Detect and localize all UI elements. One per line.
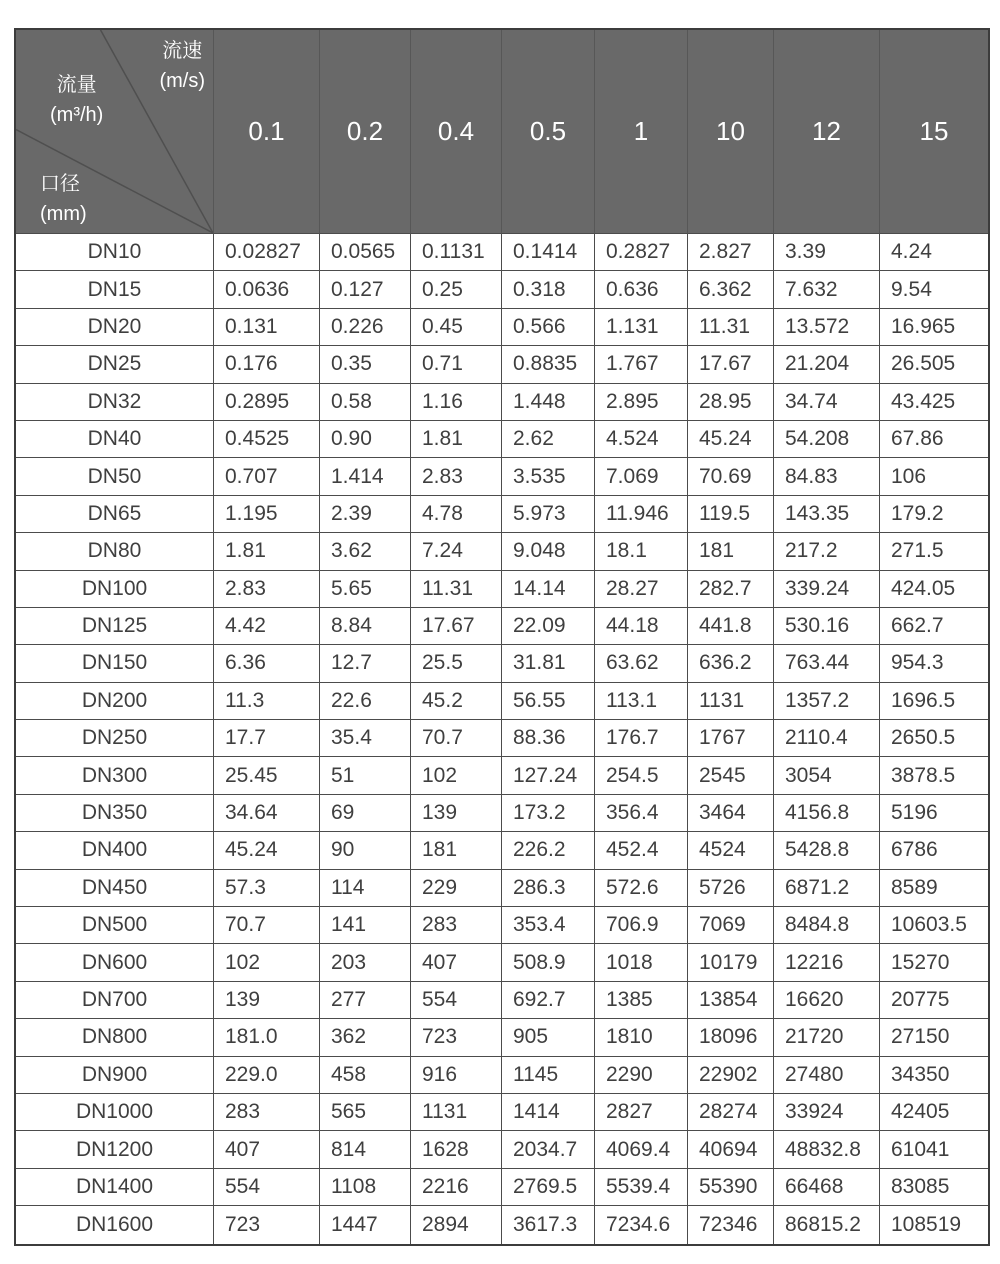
- flow-value-cell: 229.0: [214, 1057, 320, 1094]
- flow-value-cell: 34.64: [214, 795, 320, 832]
- flow-value-cell: 11.31: [411, 571, 502, 608]
- flow-value-cell: 636.2: [688, 645, 774, 682]
- flow-value-cell: 8589: [880, 870, 988, 907]
- flow-value-cell: 2650.5: [880, 720, 988, 757]
- diameter-unit-text: (mm): [40, 203, 87, 225]
- velocity-column-header: 12: [774, 30, 880, 234]
- flow-value-cell: 0.707: [214, 458, 320, 495]
- flow-value-cell: 26.505: [880, 346, 988, 383]
- flow-value-cell: 27150: [880, 1019, 988, 1056]
- flow-value-cell: 141: [320, 907, 411, 944]
- flow-value-cell: 916: [411, 1057, 502, 1094]
- flow-value-cell: 48832.8: [774, 1131, 880, 1168]
- flow-value-cell: 1131: [411, 1094, 502, 1131]
- flow-value-cell: 22902: [688, 1057, 774, 1094]
- flow-value-cell: 69: [320, 795, 411, 832]
- flow-value-cell: 277: [320, 982, 411, 1019]
- velocity-column-header: 15: [880, 30, 988, 234]
- flow-value-cell: 114: [320, 870, 411, 907]
- row-diameter-cell: DN40: [16, 421, 214, 458]
- row-diameter-cell: DN200: [16, 683, 214, 720]
- diameter-label-text: 口径: [40, 173, 80, 195]
- flow-value-cell: 2290: [595, 1057, 688, 1094]
- flow-value-cell: 84.83: [774, 458, 880, 495]
- flow-value-cell: 254.5: [595, 757, 688, 794]
- row-diameter-cell: DN10: [16, 234, 214, 271]
- flow-value-cell: 1.195: [214, 496, 320, 533]
- flow-value-cell: 83085: [880, 1169, 988, 1206]
- flow-value-cell: 1108: [320, 1169, 411, 1206]
- flow-value-cell: 2.83: [411, 458, 502, 495]
- flow-value-cell: 10179: [688, 944, 774, 981]
- flow-value-cell: 51: [320, 757, 411, 794]
- flow-value-cell: 17.67: [411, 608, 502, 645]
- row-diameter-cell: DN1200: [16, 1131, 214, 1168]
- flow-value-cell: 554: [411, 982, 502, 1019]
- flow-value-cell: 271.5: [880, 533, 988, 570]
- flow-value-cell: 1447: [320, 1206, 411, 1243]
- table-corner-cell: [16, 30, 214, 234]
- flow-value-cell: 6.362: [688, 271, 774, 308]
- flow-value-cell: 339.24: [774, 571, 880, 608]
- flow-value-cell: 4524: [688, 832, 774, 869]
- flow-value-cell: 28.95: [688, 384, 774, 421]
- flow-value-cell: 25.5: [411, 645, 502, 682]
- flow-value-cell: 1.448: [502, 384, 595, 421]
- flow-value-cell: 2.39: [320, 496, 411, 533]
- flow-value-cell: 139: [214, 982, 320, 1019]
- flow-value-cell: 723: [214, 1206, 320, 1243]
- flow-value-cell: 63.62: [595, 645, 688, 682]
- flow-value-cell: 1696.5: [880, 683, 988, 720]
- flow-value-cell: 20775: [880, 982, 988, 1019]
- velocity-column-header: 0.4: [411, 30, 502, 234]
- flow-value-cell: 173.2: [502, 795, 595, 832]
- flow-value-cell: 0.1131: [411, 234, 502, 271]
- flow-value-cell: 44.18: [595, 608, 688, 645]
- flow-value-cell: 1767: [688, 720, 774, 757]
- flow-value-cell: 662.7: [880, 608, 988, 645]
- flow-value-cell: 12216: [774, 944, 880, 981]
- flow-value-cell: 763.44: [774, 645, 880, 682]
- flow-value-cell: 22.09: [502, 608, 595, 645]
- flow-value-cell: 0.566: [502, 309, 595, 346]
- flow-value-cell: 954.3: [880, 645, 988, 682]
- flow-value-cell: 283: [411, 907, 502, 944]
- flow-value-cell: 441.8: [688, 608, 774, 645]
- flow-value-cell: 0.176: [214, 346, 320, 383]
- flow-value-cell: 108519: [880, 1206, 988, 1243]
- row-diameter-cell: DN800: [16, 1019, 214, 1056]
- flow-value-cell: 70.7: [214, 907, 320, 944]
- flow-value-cell: 4069.4: [595, 1131, 688, 1168]
- flow-value-cell: 11.3: [214, 683, 320, 720]
- row-diameter-cell: DN300: [16, 757, 214, 794]
- flow-value-cell: 67.86: [880, 421, 988, 458]
- flow-value-cell: 90: [320, 832, 411, 869]
- row-diameter-cell: DN250: [16, 720, 214, 757]
- flow-value-cell: 5726: [688, 870, 774, 907]
- flow-value-cell: 102: [214, 944, 320, 981]
- flow-value-cell: 0.0636: [214, 271, 320, 308]
- flow-value-cell: 565: [320, 1094, 411, 1131]
- flow-value-cell: 88.36: [502, 720, 595, 757]
- flow-value-cell: 3054: [774, 757, 880, 794]
- flow-value-cell: 2894: [411, 1206, 502, 1243]
- flow-value-cell: 229: [411, 870, 502, 907]
- flow-value-cell: 127.24: [502, 757, 595, 794]
- flow-value-cell: 21.204: [774, 346, 880, 383]
- corner-diameter-label: [30, 169, 87, 229]
- row-diameter-cell: DN150: [16, 645, 214, 682]
- flow-value-cell: 3.535: [502, 458, 595, 495]
- flow-value-cell: 692.7: [502, 982, 595, 1019]
- flow-value-cell: 356.4: [595, 795, 688, 832]
- flow-value-cell: 0.127: [320, 271, 411, 308]
- flow-value-cell: 5539.4: [595, 1169, 688, 1206]
- flow-value-cell: 139: [411, 795, 502, 832]
- flow-value-cell: 0.2827: [595, 234, 688, 271]
- flow-value-cell: 179.2: [880, 496, 988, 533]
- flow-value-cell: 57.3: [214, 870, 320, 907]
- flow-value-cell: 0.02827: [214, 234, 320, 271]
- flow-value-cell: 0.25: [411, 271, 502, 308]
- row-diameter-cell: DN65: [16, 496, 214, 533]
- flow-value-cell: 286.3: [502, 870, 595, 907]
- flow-value-cell: 0.226: [320, 309, 411, 346]
- flow-value-cell: 554: [214, 1169, 320, 1206]
- flow-value-cell: 226.2: [502, 832, 595, 869]
- flow-value-cell: 6871.2: [774, 870, 880, 907]
- flow-value-cell: 814: [320, 1131, 411, 1168]
- flow-rate-table: [14, 28, 990, 1246]
- flow-value-cell: 4.78: [411, 496, 502, 533]
- flow-value-cell: 27480: [774, 1057, 880, 1094]
- flow-value-cell: 2110.4: [774, 720, 880, 757]
- flow-value-cell: 6786: [880, 832, 988, 869]
- flow-value-cell: 452.4: [595, 832, 688, 869]
- flow-value-cell: 11.31: [688, 309, 774, 346]
- row-diameter-cell: DN15: [16, 271, 214, 308]
- flow-value-cell: 7234.6: [595, 1206, 688, 1243]
- flow-value-cell: 17.67: [688, 346, 774, 383]
- flow-value-cell: 86815.2: [774, 1206, 880, 1243]
- flow-value-cell: 143.35: [774, 496, 880, 533]
- corner-flow-label: [50, 70, 103, 130]
- flow-value-cell: 16.965: [880, 309, 988, 346]
- flow-value-cell: 2216: [411, 1169, 502, 1206]
- flow-label-text: 流量: [56, 74, 97, 96]
- flow-value-cell: 2769.5: [502, 1169, 595, 1206]
- flow-value-cell: 21720: [774, 1019, 880, 1056]
- flow-value-cell: 43.425: [880, 384, 988, 421]
- flow-value-cell: 1385: [595, 982, 688, 1019]
- flow-value-cell: 1.16: [411, 384, 502, 421]
- flow-value-cell: 72346: [688, 1206, 774, 1243]
- row-diameter-cell: DN50: [16, 458, 214, 495]
- row-diameter-cell: DN32: [16, 384, 214, 421]
- flow-value-cell: 0.45: [411, 309, 502, 346]
- flow-value-cell: 55390: [688, 1169, 774, 1206]
- flow-value-cell: 2545: [688, 757, 774, 794]
- flow-value-cell: 1810: [595, 1019, 688, 1056]
- flow-value-cell: 7069: [688, 907, 774, 944]
- velocity-column-header: 10: [688, 30, 774, 234]
- flow-value-cell: 1.414: [320, 458, 411, 495]
- flow-value-cell: 7.069: [595, 458, 688, 495]
- flow-value-cell: 1018: [595, 944, 688, 981]
- flow-value-cell: 28274: [688, 1094, 774, 1131]
- flow-value-cell: 9.54: [880, 271, 988, 308]
- flow-value-cell: 407: [411, 944, 502, 981]
- row-diameter-cell: DN80: [16, 533, 214, 570]
- flow-value-cell: 0.2895: [214, 384, 320, 421]
- flow-value-cell: 4156.8: [774, 795, 880, 832]
- flow-unit-text: (m³/h): [50, 104, 104, 126]
- flow-value-cell: 2.895: [595, 384, 688, 421]
- row-diameter-cell: DN1000: [16, 1094, 214, 1131]
- flow-value-cell: 530.16: [774, 608, 880, 645]
- flow-value-cell: 18.1: [595, 533, 688, 570]
- row-diameter-cell: DN1600: [16, 1206, 214, 1243]
- flow-value-cell: 407: [214, 1131, 320, 1168]
- flow-value-cell: 7.24: [411, 533, 502, 570]
- flow-value-cell: 106: [880, 458, 988, 495]
- flow-value-cell: 3.39: [774, 234, 880, 271]
- row-diameter-cell: DN700: [16, 982, 214, 1019]
- flow-value-cell: 3464: [688, 795, 774, 832]
- flow-value-cell: 34.74: [774, 384, 880, 421]
- row-diameter-cell: DN100: [16, 571, 214, 608]
- flow-value-cell: 1.81: [411, 421, 502, 458]
- flow-value-cell: 0.71: [411, 346, 502, 383]
- flow-value-cell: 176.7: [595, 720, 688, 757]
- flow-value-cell: 458: [320, 1057, 411, 1094]
- flow-value-cell: 33924: [774, 1094, 880, 1131]
- flow-value-cell: 283: [214, 1094, 320, 1131]
- flow-value-cell: 508.9: [502, 944, 595, 981]
- flow-value-cell: 40694: [688, 1131, 774, 1168]
- row-diameter-cell: DN20: [16, 309, 214, 346]
- velocity-column-header: 0.1: [214, 30, 320, 234]
- flow-value-cell: 102: [411, 757, 502, 794]
- flow-value-cell: 45.2: [411, 683, 502, 720]
- flow-value-cell: 8.84: [320, 608, 411, 645]
- flow-value-cell: 2.62: [502, 421, 595, 458]
- flow-value-cell: 181.0: [214, 1019, 320, 1056]
- flow-value-cell: 5.973: [502, 496, 595, 533]
- flow-value-cell: 66468: [774, 1169, 880, 1206]
- flow-value-cell: 0.58: [320, 384, 411, 421]
- row-diameter-cell: DN1400: [16, 1169, 214, 1206]
- flow-value-cell: 1145: [502, 1057, 595, 1094]
- flow-value-cell: 14.14: [502, 571, 595, 608]
- flow-value-cell: 4.42: [214, 608, 320, 645]
- row-diameter-cell: DN350: [16, 795, 214, 832]
- velocity-label-text: 流速: [162, 40, 203, 62]
- flow-value-cell: 0.35: [320, 346, 411, 383]
- flow-value-cell: 0.0565: [320, 234, 411, 271]
- row-diameter-cell: DN900: [16, 1057, 214, 1094]
- flow-value-cell: 353.4: [502, 907, 595, 944]
- flow-value-cell: 424.05: [880, 571, 988, 608]
- flow-value-cell: 572.6: [595, 870, 688, 907]
- flow-value-cell: 362: [320, 1019, 411, 1056]
- flow-value-cell: 13.572: [774, 309, 880, 346]
- flow-value-cell: 56.55: [502, 683, 595, 720]
- flow-value-cell: 17.7: [214, 720, 320, 757]
- flow-value-cell: 16620: [774, 982, 880, 1019]
- flow-value-cell: 905: [502, 1019, 595, 1056]
- flow-value-cell: 723: [411, 1019, 502, 1056]
- row-diameter-cell: DN25: [16, 346, 214, 383]
- flow-value-cell: 25.45: [214, 757, 320, 794]
- velocity-unit-text: (m/s): [159, 70, 205, 92]
- flow-value-cell: 5428.8: [774, 832, 880, 869]
- flow-value-cell: 1.131: [595, 309, 688, 346]
- flow-value-cell: 119.5: [688, 496, 774, 533]
- velocity-column-header: 0.2: [320, 30, 411, 234]
- row-diameter-cell: DN450: [16, 870, 214, 907]
- flow-value-cell: 35.4: [320, 720, 411, 757]
- flow-value-cell: 0.4525: [214, 421, 320, 458]
- flow-value-cell: 3617.3: [502, 1206, 595, 1243]
- flow-value-cell: 203: [320, 944, 411, 981]
- flow-value-cell: 31.81: [502, 645, 595, 682]
- flow-value-cell: 2.827: [688, 234, 774, 271]
- flow-value-cell: 1.767: [595, 346, 688, 383]
- flow-value-cell: 10603.5: [880, 907, 988, 944]
- row-diameter-cell: DN125: [16, 608, 214, 645]
- flow-value-cell: 22.6: [320, 683, 411, 720]
- flow-value-cell: 5.65: [320, 571, 411, 608]
- flow-value-cell: 7.632: [774, 271, 880, 308]
- flow-value-cell: 8484.8: [774, 907, 880, 944]
- flow-value-cell: 181: [411, 832, 502, 869]
- flow-value-cell: 4.524: [595, 421, 688, 458]
- flow-value-cell: 3878.5: [880, 757, 988, 794]
- flow-value-cell: 113.1: [595, 683, 688, 720]
- flow-value-cell: 0.8835: [502, 346, 595, 383]
- flow-value-cell: 28.27: [595, 571, 688, 608]
- flow-value-cell: 1628: [411, 1131, 502, 1168]
- flow-value-cell: 4.24: [880, 234, 988, 271]
- flow-value-cell: 9.048: [502, 533, 595, 570]
- flow-value-cell: 2.83: [214, 571, 320, 608]
- flow-value-cell: 282.7: [688, 571, 774, 608]
- flow-value-cell: 1131: [688, 683, 774, 720]
- corner-velocity-label: [159, 36, 205, 96]
- flow-value-cell: 2034.7: [502, 1131, 595, 1168]
- flow-value-cell: 70.7: [411, 720, 502, 757]
- flow-value-cell: 45.24: [688, 421, 774, 458]
- flow-value-cell: 45.24: [214, 832, 320, 869]
- flow-value-cell: 0.131: [214, 309, 320, 346]
- flow-value-cell: 2827: [595, 1094, 688, 1131]
- flow-value-cell: 61041: [880, 1131, 988, 1168]
- flow-value-cell: 6.36: [214, 645, 320, 682]
- flow-value-cell: 12.7: [320, 645, 411, 682]
- flow-value-cell: 18096: [688, 1019, 774, 1056]
- flow-value-cell: 706.9: [595, 907, 688, 944]
- row-diameter-cell: DN600: [16, 944, 214, 981]
- row-diameter-cell: DN500: [16, 907, 214, 944]
- flow-value-cell: 0.636: [595, 271, 688, 308]
- flow-value-cell: 0.90: [320, 421, 411, 458]
- velocity-column-header: 1: [595, 30, 688, 234]
- flow-value-cell: 217.2: [774, 533, 880, 570]
- flow-value-cell: 34350: [880, 1057, 988, 1094]
- flow-value-cell: 0.1414: [502, 234, 595, 271]
- flow-value-cell: 42405: [880, 1094, 988, 1131]
- flow-value-cell: 15270: [880, 944, 988, 981]
- row-diameter-cell: DN400: [16, 832, 214, 869]
- flow-value-cell: 11.946: [595, 496, 688, 533]
- flow-value-cell: 5196: [880, 795, 988, 832]
- flow-value-cell: 54.208: [774, 421, 880, 458]
- velocity-column-header: 0.5: [502, 30, 595, 234]
- flow-value-cell: 1414: [502, 1094, 595, 1131]
- flow-value-cell: 1357.2: [774, 683, 880, 720]
- flow-value-cell: 0.318: [502, 271, 595, 308]
- flow-value-cell: 13854: [688, 982, 774, 1019]
- flow-value-cell: 3.62: [320, 533, 411, 570]
- flow-value-cell: 70.69: [688, 458, 774, 495]
- flow-value-cell: 181: [688, 533, 774, 570]
- flow-value-cell: 1.81: [214, 533, 320, 570]
